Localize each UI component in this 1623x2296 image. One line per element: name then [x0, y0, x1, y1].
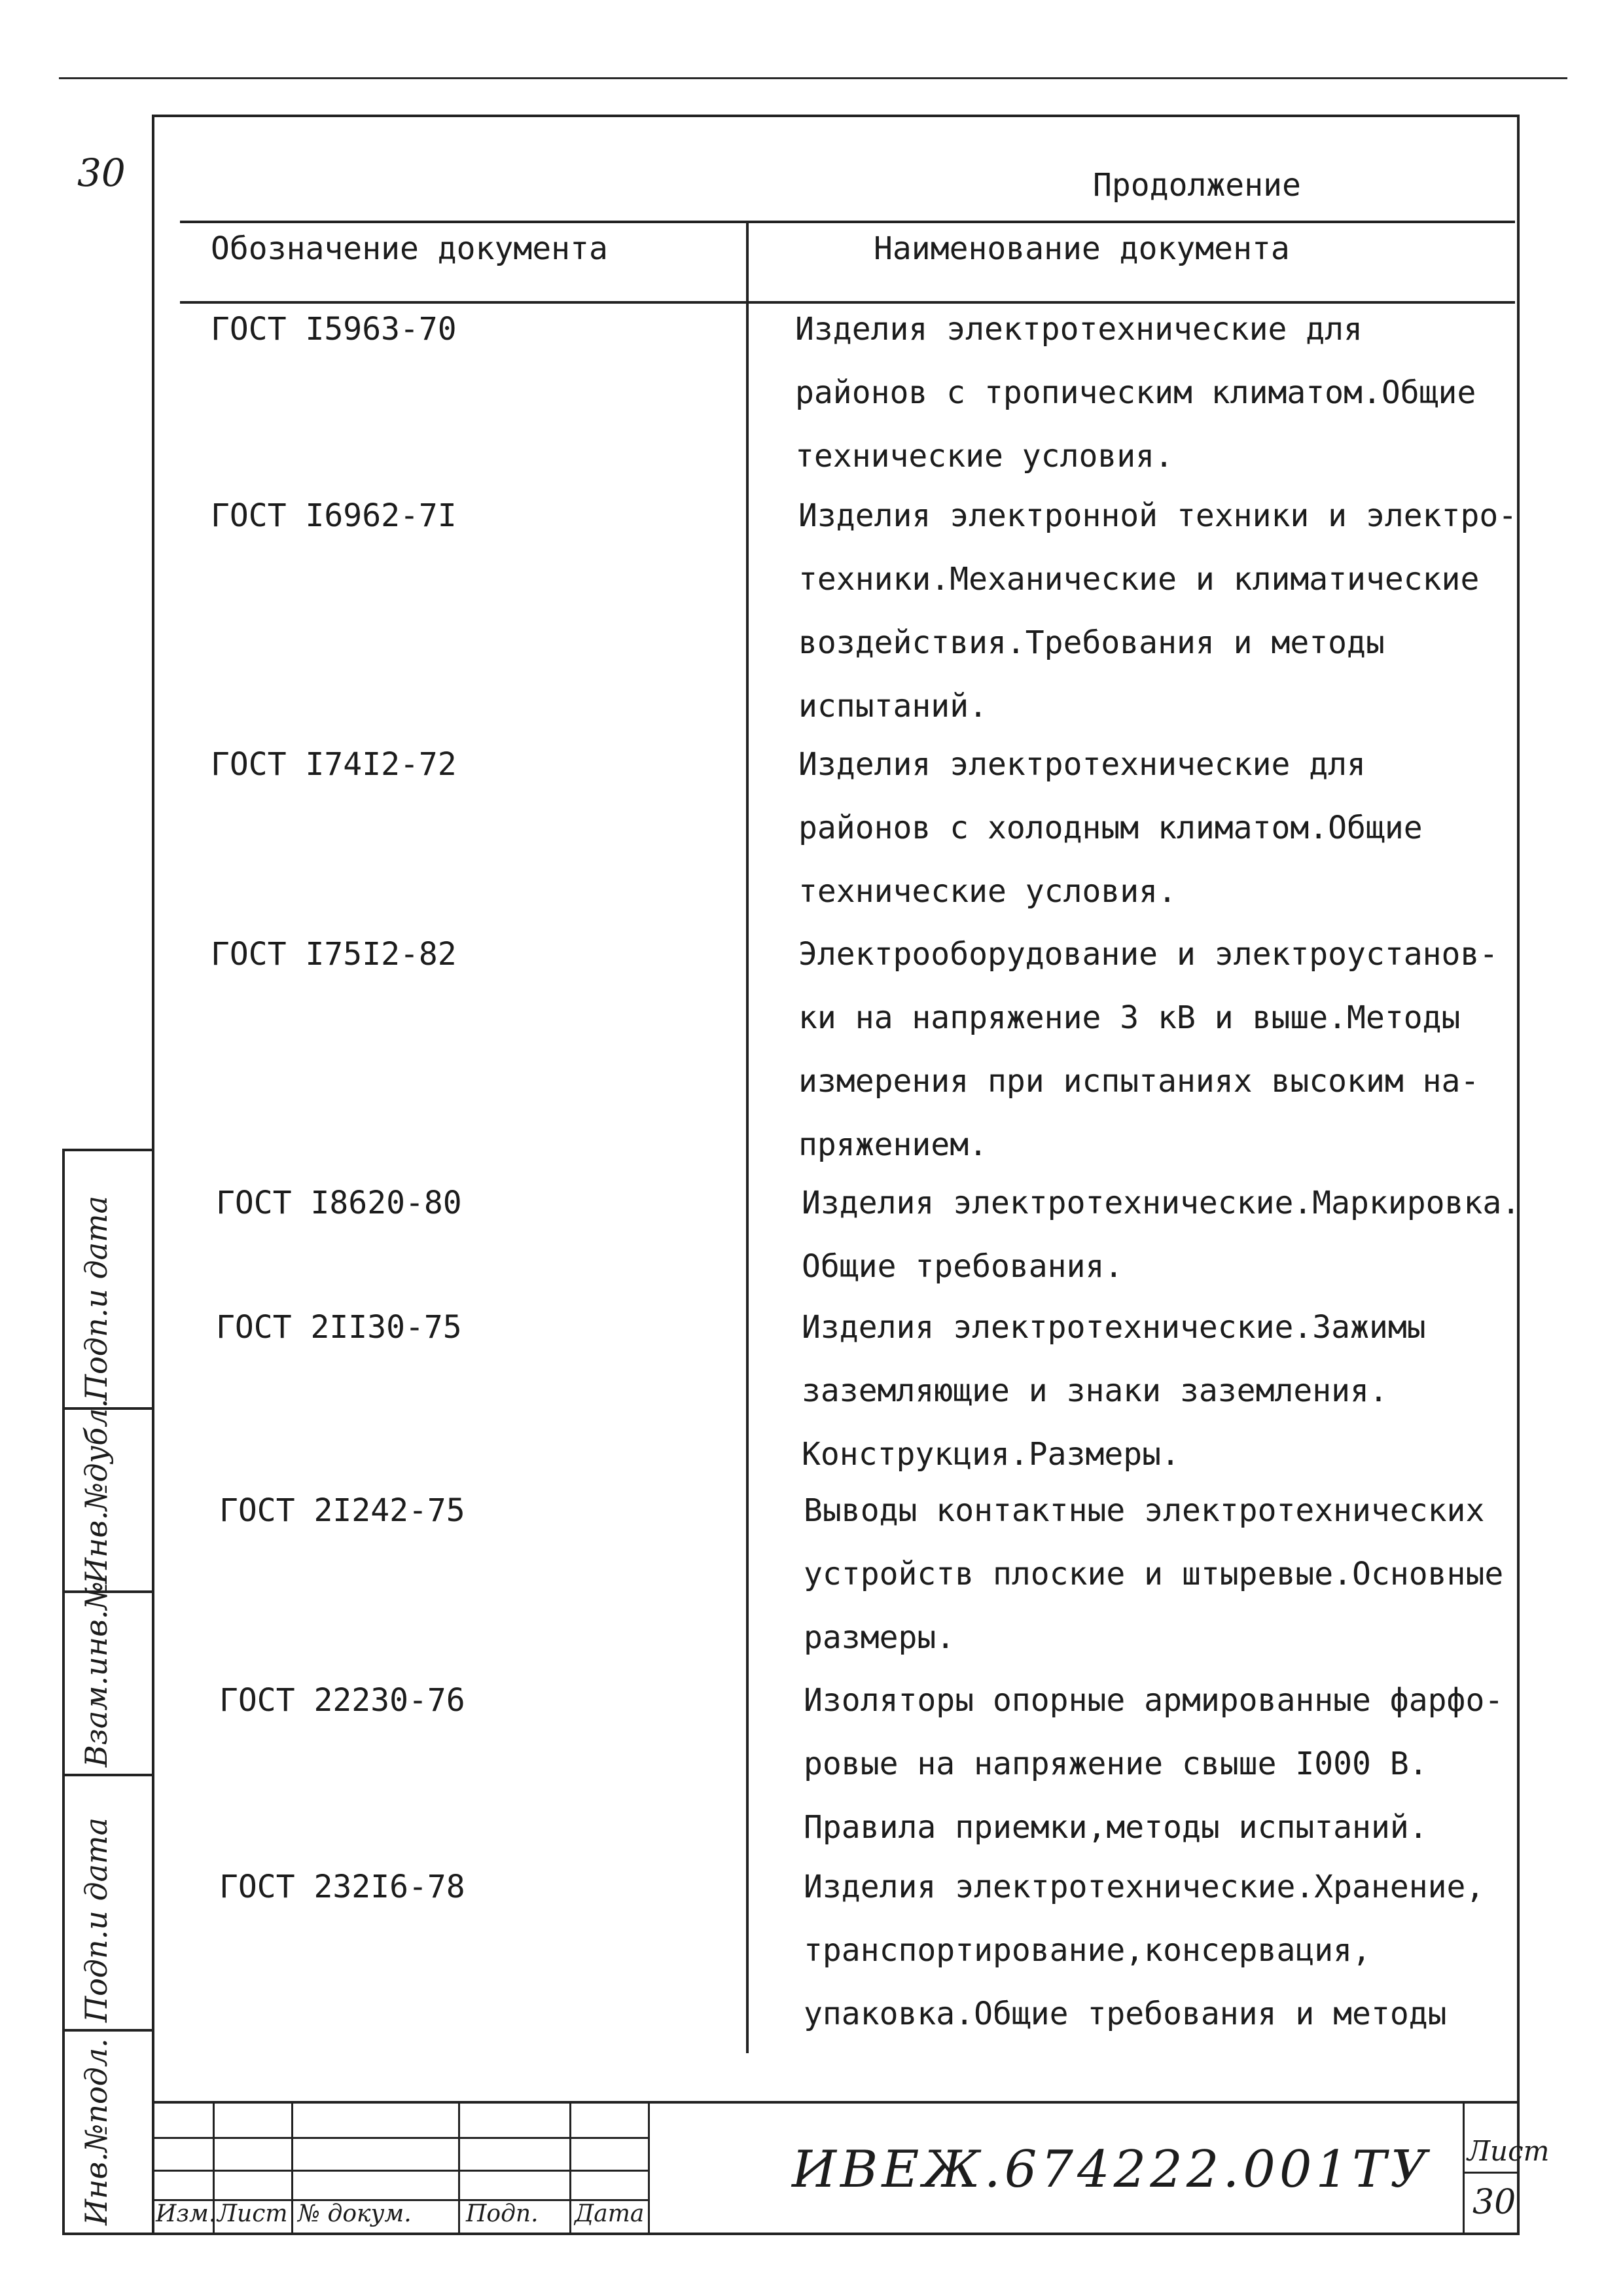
title-block-rule: [152, 2170, 649, 2172]
label-change: Изм.: [156, 2200, 217, 2227]
label-doc-no: № докум.: [298, 2200, 412, 2227]
side-stamp-rule: [62, 1774, 152, 1776]
side-label-orig-inv: Инв.№подл.: [79, 2038, 114, 2225]
doc-code: ГОСТ 22230-76: [219, 1682, 465, 1719]
doc-description: Изделия электротехнические для районов с холодным климатом.Общие технические условия.: [798, 746, 1423, 910]
continuation-label: Продолжение: [1093, 167, 1301, 204]
doc-code: ГОСТ 2I242-75: [219, 1492, 465, 1529]
doc-code: ГОСТ I75I2-82: [211, 936, 457, 973]
title-block-rule: [152, 2137, 649, 2139]
doc-description: Изделия электротехнические для районов с тропическим климатом.Общие технические условия.: [795, 311, 1476, 475]
doc-description: Изделия электронной техники и электро- техники.Механические и климатические воздействия.Требования и методы испытаний.: [798, 497, 1518, 725]
side-label-sign-date-1: Подп.и дата: [79, 1195, 114, 1401]
label-signature: Подп.: [466, 2200, 539, 2227]
page-number: 30: [77, 151, 126, 195]
title-block-top: [152, 2101, 1520, 2104]
header-name: Наименование документа: [874, 230, 1290, 267]
side-label-dup-inv: Инв.№дубл.: [79, 1398, 114, 1584]
doc-code: ГОСТ I74I2-72: [211, 746, 457, 783]
side-stamp-rule: [62, 2029, 152, 2032]
title-block-col: [458, 2101, 460, 2235]
doc-code: ГОСТ I5963-70: [211, 311, 457, 348]
title-block-col: [569, 2101, 571, 2235]
doc-code: ГОСТ I8620-80: [216, 1185, 462, 1221]
doc-code: ГОСТ 232I6-78: [219, 1869, 465, 1905]
doc-description: Изделия электротехнические.Маркировка. Общие требования.: [802, 1185, 1521, 1285]
column-divider: [746, 221, 749, 2053]
title-block-col: [1463, 2101, 1465, 2235]
top-rule: [59, 77, 1567, 79]
side-label-repl-inv: Взам.инв.№: [79, 1581, 114, 1767]
doc-description: Изоляторы опорные армированные фарфо- ровые на напряжение свыше I000 В. Правила приемки,методы испытаний.: [804, 1682, 1504, 1846]
doc-description: Изделия электротехнические.Зажимы заземляющие и знаки заземления. Конструкция.Размеры.: [802, 1309, 1426, 1473]
doc-description: Изделия электротехнические.Хранение, транспортирование,консервация, упаковка.Общие требования и методы: [804, 1869, 1485, 2032]
label-sheet: Лист: [217, 2200, 288, 2227]
header-top-rule: [180, 221, 1515, 223]
doc-code: ГОСТ 2II30-75: [216, 1309, 462, 1346]
sheet-number: 30: [1472, 2183, 1516, 2222]
header-designation: Обозначение документа: [211, 230, 608, 267]
doc-description: Выводы контактные электротехнических устройств плоские и штыревые.Основные размеры.: [804, 1492, 1504, 1656]
document-number: ИВЕЖ.674222.001ТУ: [792, 2140, 1431, 2199]
title-block-col: [291, 2101, 293, 2235]
sheet-label: Лист: [1467, 2135, 1550, 2167]
title-block-col: [648, 2101, 650, 2235]
label-date: Дата: [575, 2200, 645, 2227]
side-label-sign-date-2: Подп.и дата: [79, 1817, 114, 2022]
doc-description: Электрооборудование и электроустанов- ки на напряжение 3 кВ и выше.Методы измерения при испытаниях высоким на- пряжением.: [798, 936, 1499, 1163]
doc-code: ГОСТ I6962-7I: [211, 497, 457, 534]
title-block-rule: [1463, 2172, 1520, 2174]
